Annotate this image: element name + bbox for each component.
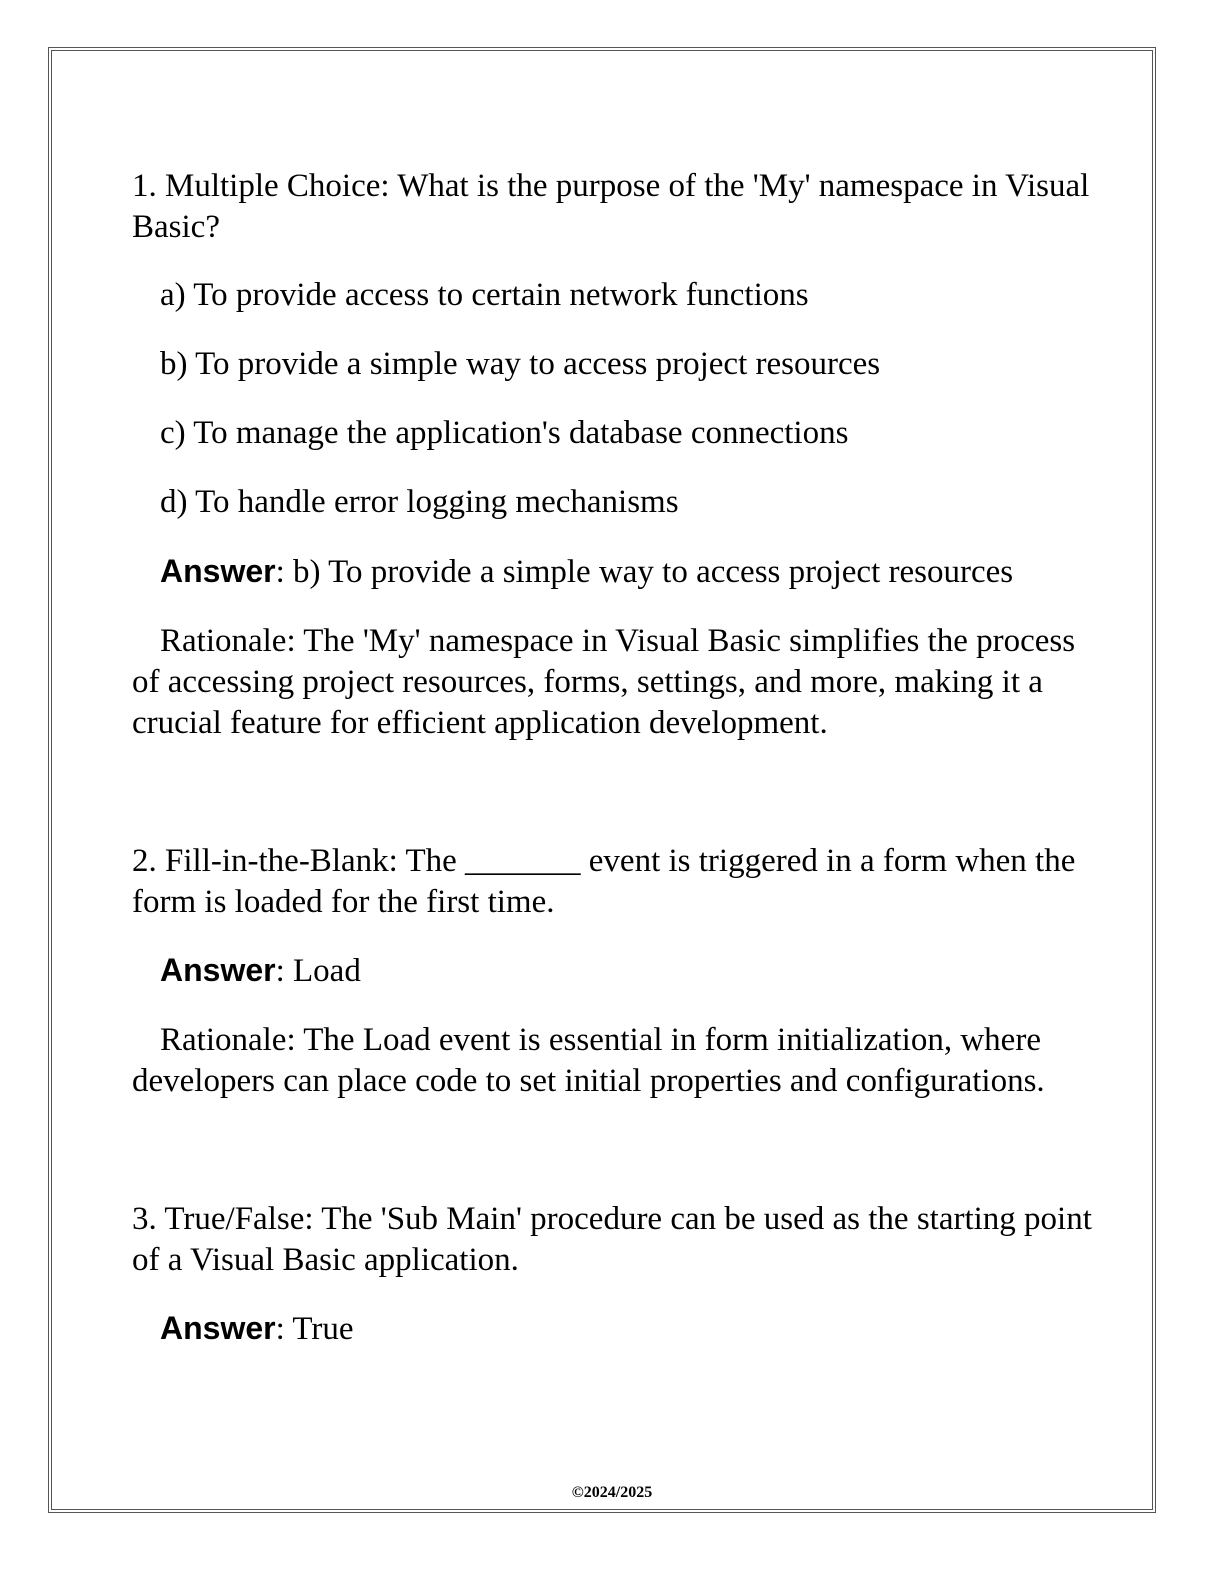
question-3-number: 3. [132,1201,157,1237]
question-3-text: The 'Sub Main' procedure can be used as the starting point of a Visual Basic application. [132,1201,1092,1278]
question-1-option-d: d) To handle error logging mechanisms [160,484,679,520]
question-3-answer-text: : True [275,1311,354,1347]
answer-label: Answer [160,553,276,589]
question-1-option-c: c) To manage the application's database connections [160,415,849,451]
question-2-answer [132,950,1092,992]
answer-label: Answer [160,1310,276,1346]
copyright-footer: ©2024/2025 [571,1484,653,1501]
question-2 [132,841,1092,923]
question-1-number: 1. [132,168,157,204]
question-3 [132,1199,1092,1281]
question-2-rationale-text: Rationale: The Load event is essential in form initialization, where developers can place code to set initial properties and configurations. [132,1022,1045,1099]
question-1-option-a: a) To provide access to certain network functions [160,277,809,313]
question-1-option-b: b) To provide a simple way to access project resources [160,346,881,382]
question-2-rationale [132,1020,1092,1102]
question-1 [132,166,1092,248]
question-1-answer [132,551,1092,593]
question-2-type: Fill-in-the-Blank: [165,843,398,879]
question-2-answer-text: : Load [275,953,361,989]
question-1-rationale-text: Rationale: The 'My' namespace in Visual Basic simplifies the process of accessing project resources, forms, settings, and more, making it a crucial feature for efficient application development. [132,623,1076,741]
question-3-type: True/False: [164,1201,314,1237]
question-1-type: Multiple Choice: [165,168,390,204]
question-3-answer [132,1308,1092,1350]
answer-label: Answer [160,952,276,988]
question-2-number: 2. [132,843,157,879]
question-1-answer-text: : b) To provide a simple way to access project resources [275,554,1014,590]
question-1-text: What is the purpose of the 'My' namespace in Visual Basic? [132,168,1090,245]
question-1-rationale [132,621,1092,744]
question-2-text: The _______ event is triggered in a form when the form is loaded for the first time. [132,843,1076,920]
document-body [132,166,1092,1350]
